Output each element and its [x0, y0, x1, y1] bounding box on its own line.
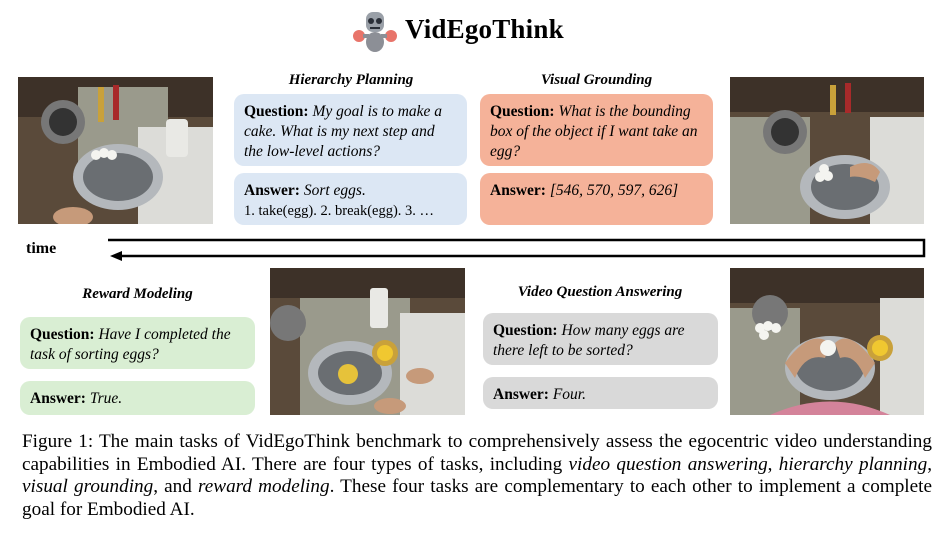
caption-text: . These four tasks are complementary to each other to implement a complete goal for Embodied AI. [22, 476, 933, 520]
caption-emphasis: hierarchy planning [778, 453, 928, 475]
question-text: Have I completed the task of sorting eggs? [30, 326, 231, 363]
task-title-reward-modeling: Reward Modeling [82, 286, 193, 302]
video-frame-bottom-right [730, 268, 924, 415]
answer-text: True. [89, 390, 123, 407]
answer-label: Answer: [30, 390, 86, 407]
brand-title: VidEgoThink [405, 14, 564, 44]
answer-text: Sort eggs. [303, 182, 366, 199]
question-label: Question: [493, 322, 558, 339]
question-label: Question: [30, 326, 95, 343]
question-text: How many eggs are there left to be sorted? [493, 322, 685, 359]
answer-box-reward-modeling [20, 381, 255, 415]
caption-text: , [767, 453, 779, 475]
answer-text: [546, 570, 597, 626] [549, 182, 679, 199]
task-title-hierarchy-planning: Hierarchy Planning [288, 72, 414, 88]
answer-box-video-qa [483, 377, 718, 409]
question-text: My goal is to make a cake. What is my next step and the low-level actions? [244, 103, 443, 160]
robot-mascot-icon [350, 6, 400, 56]
question-text: What is the bounding box of the object if I want take an egg? [490, 103, 698, 160]
caption-emphasis: visual grounding [22, 476, 154, 497]
figure-caption [22, 431, 932, 521]
question-label: Question: [244, 103, 309, 120]
timeline-label: time [26, 240, 57, 257]
answer-steps: 1. take(egg). 2. break(egg). 3. … [244, 203, 435, 219]
question-box-visual-grounding [480, 94, 713, 166]
answer-label: Answer: [244, 182, 300, 199]
timeline-arrow [108, 236, 928, 264]
answer-box-visual-grounding [480, 173, 713, 225]
question-label: Question: [490, 103, 555, 120]
answer-box-hierarchy-planning [234, 173, 467, 225]
caption-text: Figure 1: The main tasks of VidEgoThink benchmark to comprehensively assess the egocentric video understanding capabilities in Embodied AI. There are four types of tasks, including [22, 431, 932, 475]
answer-text: Four. [552, 386, 587, 403]
video-frame-top-left [18, 77, 213, 224]
question-box-hierarchy-planning [234, 94, 467, 166]
task-title-visual-grounding: Visual Grounding [540, 72, 653, 88]
question-box-video-qa [483, 313, 718, 365]
caption-emphasis: video question answering [568, 453, 768, 475]
answer-label: Answer: [493, 386, 549, 403]
caption-text: , [927, 453, 932, 475]
question-box-reward-modeling [20, 317, 255, 369]
task-title-video-qa: Video Question Answering [517, 284, 683, 300]
answer-label: Answer: [490, 182, 546, 199]
video-frame-bottom-middle [270, 268, 465, 415]
caption-emphasis: reward modeling [198, 476, 330, 497]
caption-text: , and [153, 476, 199, 497]
video-frame-top-right [730, 77, 924, 224]
